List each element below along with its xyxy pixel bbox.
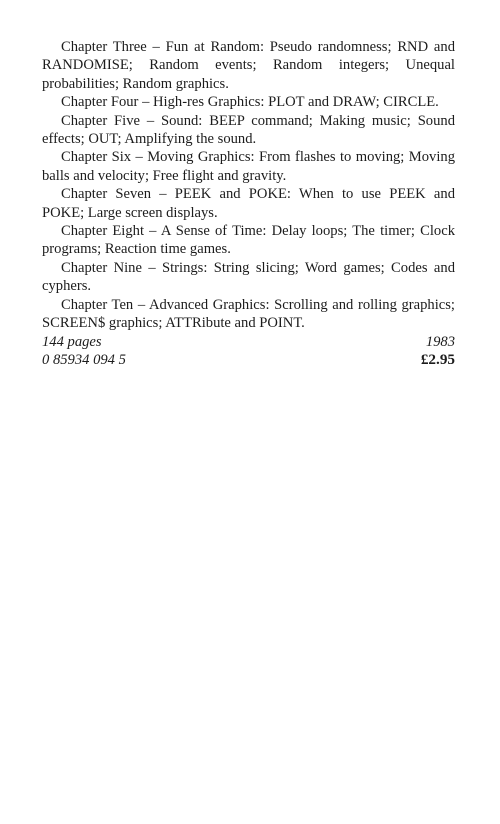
price: £2.95 [420, 350, 455, 368]
chapter-seven-summary: Chapter Seven – PEEK and POKE: When to use PEEK and POKE; Large screen displays. [42, 186, 455, 221]
chapter-three-summary: Chapter Three – Fun at Random: Pseudo randomness; RND and RANDOMISE; Random events; Random integers; Unequal probabilities; Random graphics. [42, 39, 455, 92]
publication-year: 1983 [425, 333, 455, 350]
chapter-ten-summary: Chapter Ten – Advanced Graphics: Scrolling and rolling graphics; SCREEN$ graphics; ATTRibute and POINT. [42, 296, 455, 332]
chapter-six-summary: Chapter Six – Moving Graphics: From flashes to moving; Moving balls and velocity; Free flight and gravity. [42, 149, 455, 184]
isbn-price-row [42, 351, 455, 369]
isbn: 0 85934 094 5 [42, 351, 126, 368]
chapter-five-summary: Chapter Five – Sound: BEEP command; Making music; Sound effects; OUT; Amplifying the sound. [42, 112, 455, 148]
chapter-four-summary: Chapter Four – High-res Graphics: PLOT and DRAW; CIRCLE. [61, 94, 439, 111]
book-description [42, 38, 455, 369]
chapter-eight-summary: Chapter Eight – A Sense of Time: Delay loops; The timer; Clock programs; Reaction time games. [42, 223, 455, 258]
pages-year-row [42, 333, 455, 351]
chapter-nine-summary: Chapter Nine – Strings: String slicing; Word games; Codes and cyphers. [42, 259, 455, 295]
page-count: 144 pages [42, 333, 102, 350]
